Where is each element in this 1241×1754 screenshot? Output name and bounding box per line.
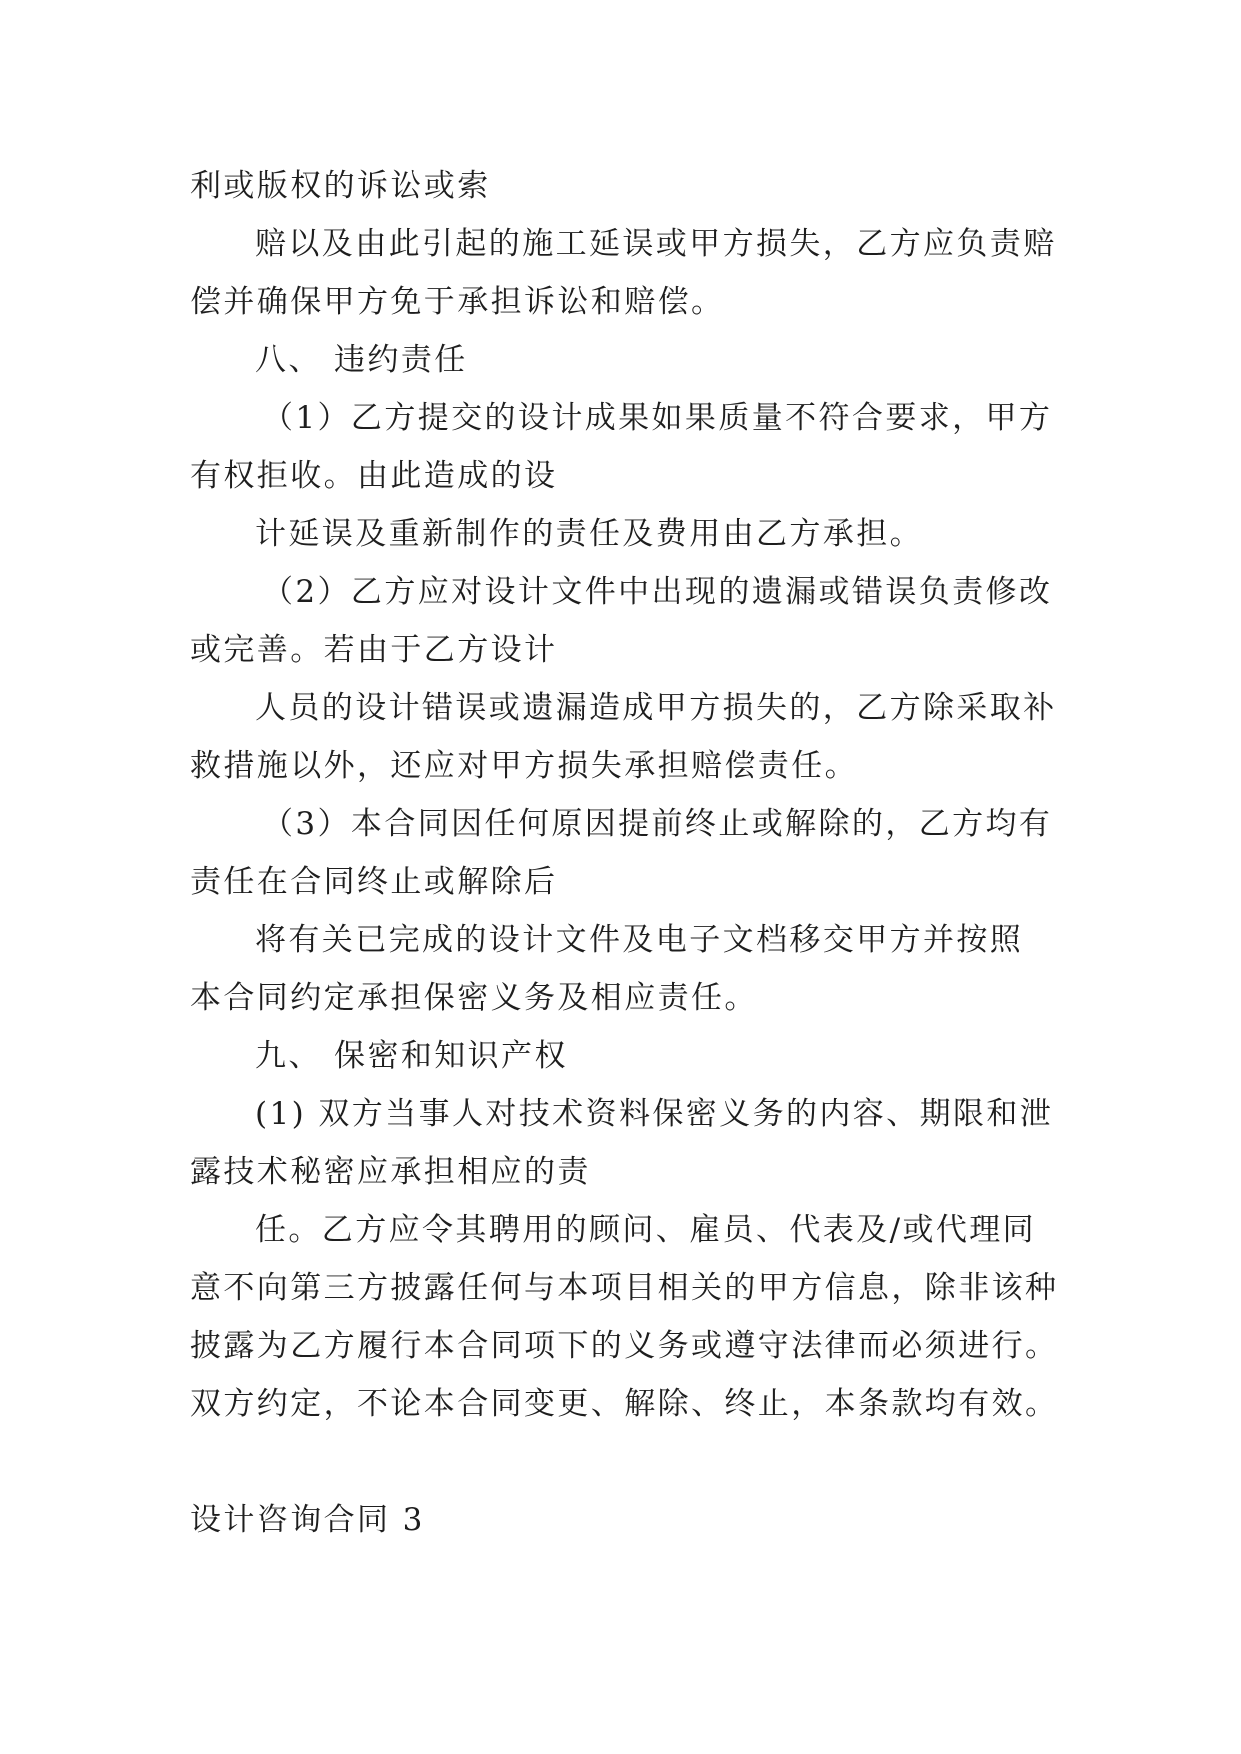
text-line: （2）乙方应对设计文件中出现的遗漏或错误负责修改 <box>262 574 1053 610</box>
text-line: 任。乙方应令其聘用的顾问、雇员、代表及/或代理同 <box>255 1212 1037 1248</box>
document-title: 设计咨询合同 3 <box>190 1502 425 1538</box>
section-heading: 九、 保密和知识产权 <box>255 1038 568 1074</box>
text-line: 计延误及重新制作的责任及费用由乙方承担。 <box>255 516 923 552</box>
text-line: （3）本合同因任何原因提前终止或解除的，乙方均有 <box>262 806 1053 842</box>
text-line: 意不向第三方披露任何与本项目相关的甲方信息，除非该种 <box>190 1270 1059 1306</box>
text-line: 双方约定，不论本合同变更、解除、终止，本条款均有效。 <box>190 1386 1059 1422</box>
text-line: 责任在合同终止或解除后 <box>190 864 558 900</box>
text-line: 救措施以外，还应对甲方损失承担赔偿责任。 <box>190 748 858 784</box>
text-line: 赔以及由此引起的施工延误或甲方损失，乙方应负责赔 <box>255 226 1057 262</box>
text-line: 有权拒收。由此造成的设 <box>190 458 558 494</box>
text-line: （1）乙方提交的设计成果如果质量不符合要求，甲方 <box>262 400 1053 436</box>
text-line: 露技术秘密应承担相应的责 <box>190 1154 591 1190</box>
section-heading: 八、 违约责任 <box>255 342 468 378</box>
text-line: 本合同约定承担保密义务及相应责任。 <box>190 980 758 1016</box>
text-line: 人员的设计错误或遗漏造成甲方损失的，乙方除采取补 <box>255 690 1057 726</box>
text-line: (1) 双方当事人对技术资料保密义务的内容、期限和泄 <box>255 1096 1054 1132</box>
text-line: 将有关已完成的设计文件及电子文档移交甲方并按照 <box>255 922 1024 958</box>
text-line: 偿并确保甲方免于承担诉讼和赔偿。 <box>190 284 725 320</box>
text-line: 或完善。若由于乙方设计 <box>190 632 558 668</box>
text-line: 披露为乙方履行本合同项下的义务或遵守法律而必须进行。 <box>190 1328 1059 1364</box>
text-line: 利或版权的诉讼或索 <box>190 168 491 204</box>
